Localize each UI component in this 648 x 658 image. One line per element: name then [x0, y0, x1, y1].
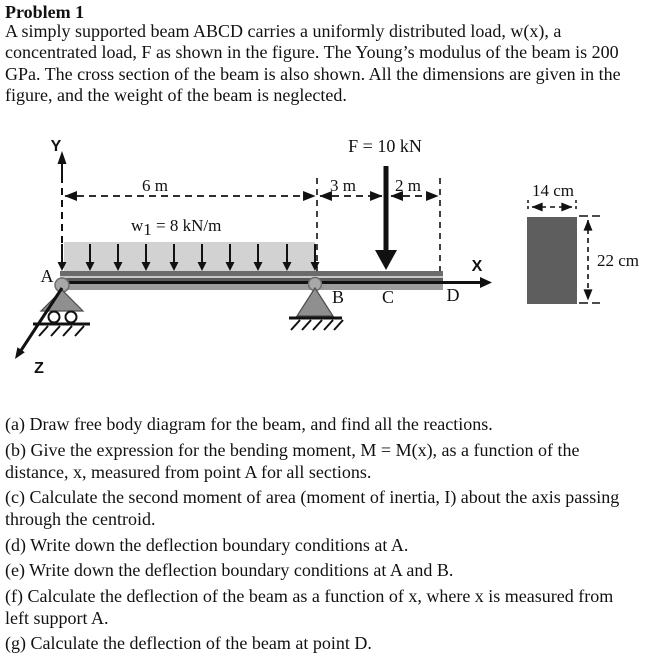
force-label: F = 10 kN	[348, 136, 422, 156]
problem-title: Problem 1	[5, 2, 85, 22]
point-d-label: D	[446, 285, 460, 305]
statement-line: A simply supported beam ABCD carries a uniformly distributed load, w(x), a	[5, 21, 562, 41]
question-f: (f) Calculate the deflection of the beam as a function of x, where x is measured from left support A.	[5, 585, 614, 628]
problem-statement	[5, 21, 621, 106]
roller-icon	[49, 312, 60, 323]
question-e: (e) Write down the deflection boundary conditions at A and B.	[5, 560, 454, 580]
question-b: (b) Give the expression for the bending moment, M = M(x), as a function of the distance, x, measured from point A for all sections.	[5, 439, 580, 482]
ground-hatching-a	[39, 326, 84, 336]
force-arrow	[375, 166, 397, 270]
x-axis-label: X	[471, 258, 483, 275]
y-axis-arrow	[58, 151, 67, 245]
question-d: (d) Write down the deflection boundary conditions at A.	[5, 534, 409, 555]
y-axis-label: Y	[50, 138, 62, 155]
question-a: (a) Draw free body diagram for the beam, and find all the reactions.	[5, 414, 493, 434]
ground-hatching-b	[291, 320, 343, 330]
section-width-label: 14 cm	[531, 181, 575, 200]
roller-icon	[66, 312, 77, 323]
cross-section	[527, 181, 639, 304]
point-b-label: B	[331, 287, 345, 307]
section-height-label: 22 cm	[596, 251, 640, 270]
beam-figure	[0, 132, 648, 390]
section-rectangle	[527, 217, 577, 304]
statement-line: figure, and the weight of the beam is neglected.	[5, 84, 347, 105]
statement-line: GPa. The cross section of the beam is also shown. All the dimensions are given in the	[5, 63, 621, 84]
point-a-label: A	[40, 266, 54, 286]
dimension-bc-label: 3 m	[330, 176, 356, 195]
statement-line: concentrated load, F as shown in the figure. The Young’s modulus of the beam is 200	[5, 42, 619, 63]
distributed-load-region	[64, 242, 315, 271]
question-c: (c) Calculate the second moment of area (moment of inertia, I) about the axis passing through the centroid.	[5, 487, 620, 529]
dimension-ab-label: 6 m	[142, 176, 168, 195]
dimension-cd-label: 2 m	[395, 176, 421, 195]
z-axis-label: Z	[34, 360, 44, 377]
distributed-load-label: w1 = 8 kN/m	[131, 216, 222, 239]
point-c-label: C	[381, 287, 395, 307]
question-g: (g) Calculate the deflection of the beam at point D.	[5, 633, 372, 653]
question-list	[5, 413, 619, 658]
